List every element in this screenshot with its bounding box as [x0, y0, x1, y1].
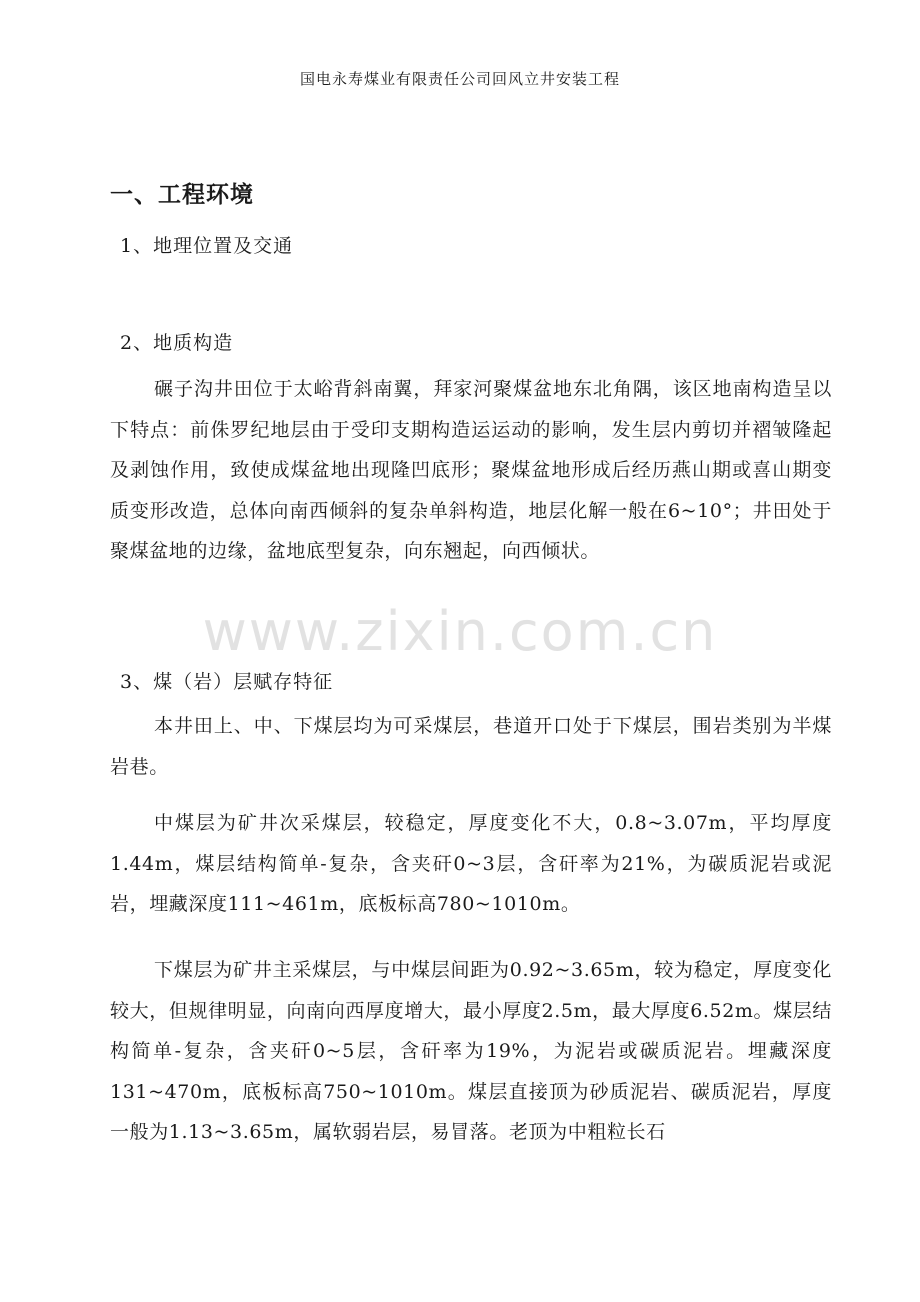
paragraph-coal-seams: 本井田上、中、下煤层均为可采煤层，巷道开口处于下煤层，围岩类别为半煤岩巷。 — [110, 715, 832, 778]
subsection-heading-2: 2、地质构造 — [120, 332, 234, 354]
paragraph-geology: 碾子沟井田位于太峪背斜南翼，拜家河聚煤盆地东北角隅，该区地南构造呈以下特点：前侏罗纪地层由于受印支期构造运运动的影响，发生层内剪切并褶皱隆起及剥蚀作用，致使成煤盆地出现隆凹底形；聚煤盆地形成后经历燕山期或喜山期变质变形改造，总体向南西倾斜的复杂单斜构造，地层化解一般在6~10°；井田处于聚煤盆地的边缘，盆地底型复杂，向东翘起，向西倾状。 — [110, 378, 832, 562]
section-title: 一、工程环境 — [110, 182, 254, 208]
paragraph-middle-seam: 中煤层为矿井次采煤层，较稳定，厚度变化不大，0.8~3.07m，平均厚度1.44m，煤层结构简单-复杂，含夹矸0~3层，含矸率为21%，为碳质泥岩或泥岩，埋藏深度111~461m，底板标高780~1010m。 — [110, 812, 832, 915]
paragraph-lower-seam: 下煤层为矿井主采煤层，与中煤层间距为0.92~3.65m，较为稳定，厚度变化较大，但规律明显，向南向西厚度增大，最小厚度2.5m，最大厚度6.52m。煤层结构简单-复杂，含夹矸0~5层，含矸率为19%，为泥岩或碳质泥岩。埋藏深度131~470m，底板标高750~1010m。煤层直接顶为砂质泥岩、碳质泥岩，厚度一般为1.13~3.65m，属软弱岩层，易冒落。老顶为中粗粒长石 — [110, 959, 832, 1143]
page-header: 国电永寿煤业有限责任公司回风立井安装工程 — [299, 70, 620, 88]
subsection-heading-1: 1、地理位置及交通 — [120, 235, 294, 257]
watermark-text: www.zixin.com.cn — [202, 600, 718, 663]
subsection-heading-3: 3、煤（岩）层赋存特征 — [120, 671, 334, 693]
